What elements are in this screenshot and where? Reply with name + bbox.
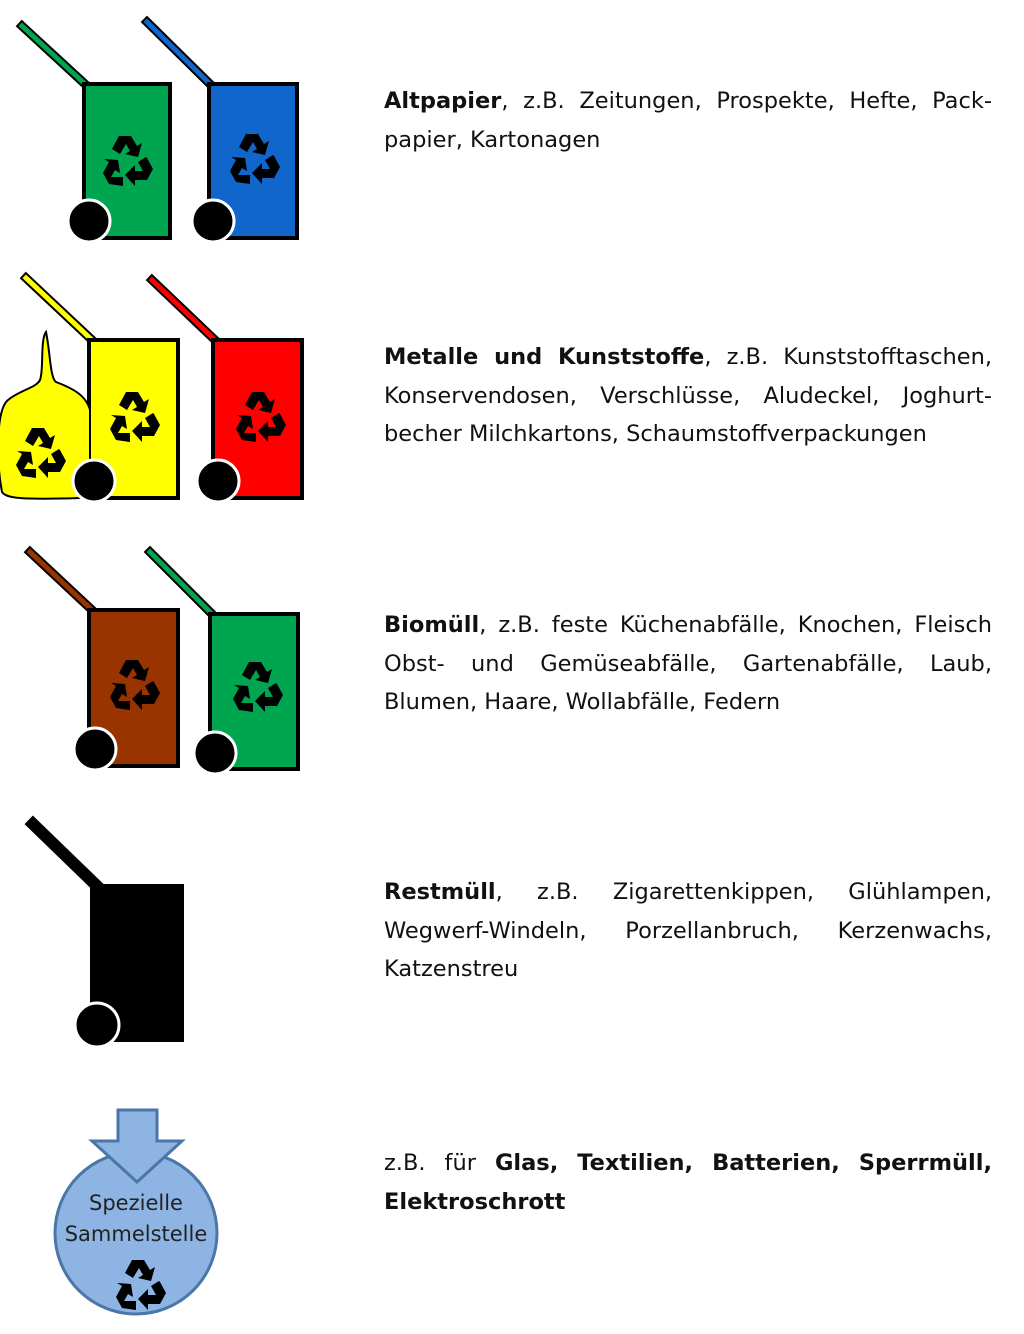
bins-altpapier bbox=[0, 0, 320, 260]
bins-metalle-kunststoffe bbox=[0, 260, 320, 520]
category-name: Altpapier bbox=[384, 88, 502, 114]
altpapier-description: Altpapier, z.B. Zeitungen, Prospekte, Hefte, Pack-papier, Kartonagen bbox=[384, 88, 992, 153]
wheelie-bin-icon bbox=[30, 552, 178, 770]
section-altpapier bbox=[0, 0, 1024, 260]
sammelstelle-description: z.B. für Glas, Textilien, Batterien, Sperrmüll, Elektroschrott bbox=[384, 1150, 993, 1215]
section-restmuell bbox=[0, 800, 1024, 1060]
wheelie-bin-icon bbox=[22, 26, 170, 242]
restmuell-description: Restmüll, z.B. Zigarettenkippen, Glühlampen, Wegwerf-Windeln, Porzellanbruch, Kerzenwachs, Katzenstreu bbox=[384, 879, 992, 982]
bins-biomuell bbox=[0, 530, 320, 790]
category-name: Metalle und Kunststoffe bbox=[384, 344, 705, 370]
collection-point-label-2: Sammelstelle bbox=[64, 1222, 208, 1246]
biomuell-description: Biomüll, z.B. feste Küchenabfälle, Knochen, Fleisch Obst- und Gemüseabfälle, Gartenabfälle, Laub, Blumen, Haare, Wollabfälle, Federn bbox=[384, 612, 992, 715]
collection-point-label-1: Spezielle bbox=[89, 1191, 183, 1215]
category-name: Biomüll bbox=[384, 612, 480, 638]
wheelie-bin-icon bbox=[33, 824, 184, 1047]
category-name: Restmüll bbox=[384, 879, 496, 905]
metalle-kunststoffe-description: Metalle und Kunststoffe, z.B. Kunststofftaschen, Konservendosen, Verschlüsse, Aludeckel, Joghurt-becher Milchkartons, Schaumstoffverpackungen bbox=[384, 344, 992, 447]
section-sammelstelle bbox=[0, 1100, 1024, 1334]
section-metalle-kunststoffe bbox=[0, 260, 1024, 520]
bins-restmuell bbox=[0, 800, 320, 1060]
collection-point-graphic bbox=[0, 1100, 320, 1334]
section-biomuell bbox=[0, 530, 1024, 790]
